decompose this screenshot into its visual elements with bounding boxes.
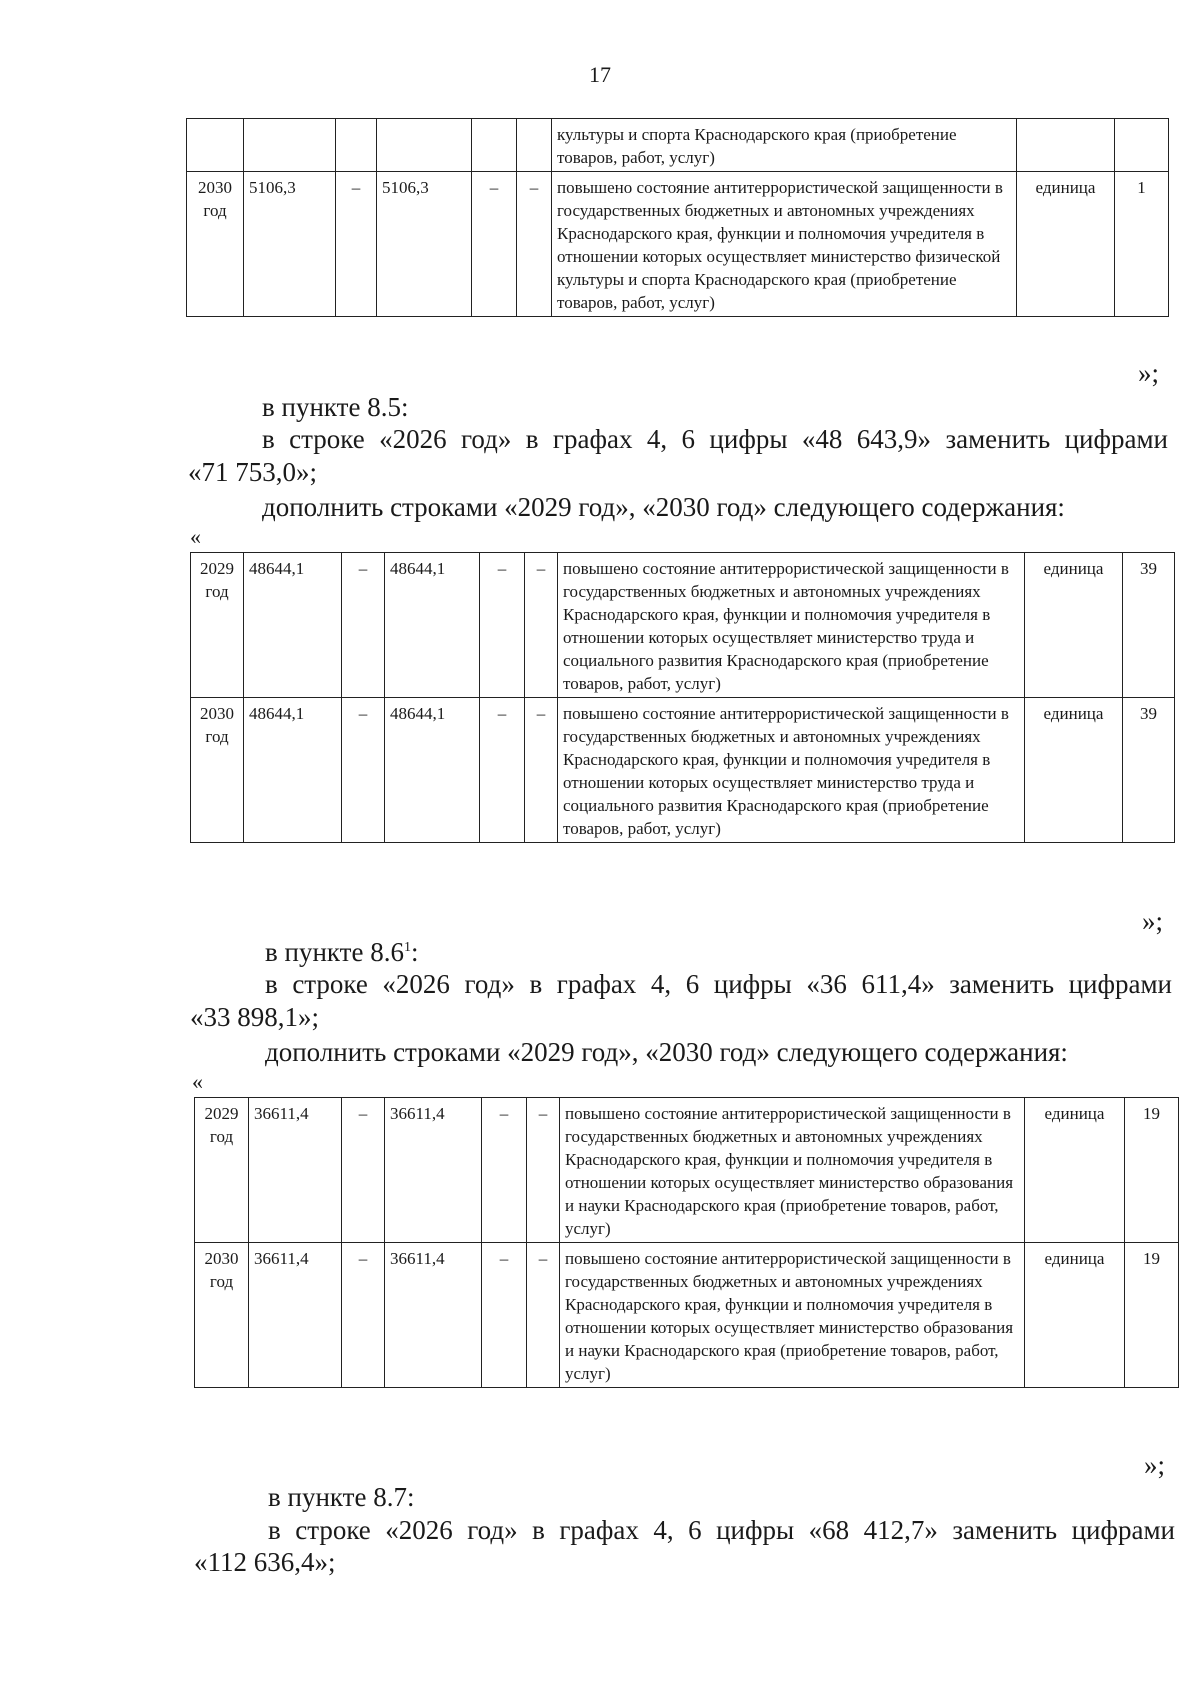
- value-cell: 39: [1123, 698, 1175, 843]
- amount-dash-cell: –: [342, 1098, 385, 1243]
- table-row: [187, 172, 1169, 317]
- year-cell: 2030 год: [191, 698, 244, 843]
- description-cell: повышено состояние антитеррористической защищенности в государственных бюджетных и автономных учреждениях Краснодарского края, функции и полномочия учредителя в отношении которых осуществляет министерство образования и науки Краснодарского края (приобретение товаров, работ, услуг): [560, 1098, 1025, 1243]
- heading-colon: :: [410, 937, 419, 967]
- value-cell: [1115, 119, 1169, 172]
- heading-superscript: 1: [403, 940, 411, 955]
- table-row: [191, 698, 1175, 843]
- amount-total-cell: 48644,1: [244, 698, 342, 843]
- year-cell: 2029 год: [191, 553, 244, 698]
- year-cell: 2030 год: [187, 172, 244, 317]
- amount-regional-cell: 5106,3: [377, 172, 472, 317]
- amount-dash-cell: –: [527, 1243, 560, 1388]
- amount-total-cell: 5106,3: [244, 172, 336, 317]
- section-8-6-1-line2: «33 898,1»;: [190, 1002, 320, 1032]
- table-body: [195, 1098, 1179, 1388]
- year-cell: 2029 год: [195, 1098, 249, 1243]
- value-cell: 39: [1123, 553, 1175, 698]
- unit-cell: единица: [1025, 553, 1123, 698]
- unit-cell: единица: [1017, 172, 1115, 317]
- close-quote: »;: [1144, 1450, 1166, 1480]
- section-8-5-heading: в пункте 8.5:: [262, 392, 409, 422]
- amount-dash-cell: –: [482, 1098, 527, 1243]
- close-quote: »;: [1138, 358, 1160, 388]
- amount-dash-cell: –: [342, 553, 385, 698]
- open-quote: «: [190, 524, 201, 549]
- section-8-6-1-line1: в строке «2026 год» в графах 4, 6 цифры «36 611,4» заменить цифрами: [265, 969, 1172, 999]
- amount-dash-cell: –: [342, 1243, 385, 1388]
- amount-regional-cell: 36611,4: [385, 1243, 482, 1388]
- open-quote: «: [192, 1069, 203, 1094]
- amount-regional-cell: 36611,4: [385, 1098, 482, 1243]
- section-8-6-1-line3: дополнить строками «2029 год», «2030 год» следующего содержания:: [265, 1037, 1068, 1067]
- section-8-5-line1: в строке «2026 год» в графах 4, 6 цифры «48 643,9» заменить цифрами: [262, 424, 1168, 454]
- description-cell: повышено состояние антитеррористической защищенности в государственных бюджетных и автономных учреждениях Краснодарского края, функции и полномочия учредителя в отношении которых осуществляет министерство труда и социального развития Краснодарского края (приобретение товаров, работ, услуг): [558, 553, 1025, 698]
- unit-cell: единица: [1025, 698, 1123, 843]
- description-cell: повышено состояние антитеррористической защищенности в государственных бюджетных и автономных учреждениях Краснодарского края, функции и полномочия учредителя в отношении которых осуществляет министерство образования и науки Краснодарского края (приобретение товаров, работ, услуг): [560, 1243, 1025, 1388]
- value-cell: 1: [1115, 172, 1169, 317]
- unit-cell: единица: [1025, 1243, 1125, 1388]
- amount-dash-cell: –: [525, 698, 558, 843]
- heading-text: в пункте 8.6: [265, 937, 404, 967]
- description-cell: культуры и спорта Краснодарского края (приобретение товаров, работ, услуг): [552, 119, 1017, 172]
- amount-dash-cell: –: [472, 172, 517, 317]
- section-8-7-heading: в пункте 8.7:: [268, 1482, 415, 1512]
- section-8-7-line1: в строке «2026 год» в графах 4, 6 цифры «68 412,7» заменить цифрами: [268, 1515, 1175, 1545]
- page-number: 17: [589, 62, 611, 87]
- amount-dash-cell: –: [480, 553, 525, 698]
- unit-cell: единица: [1025, 1098, 1125, 1243]
- value-cell: 19: [1125, 1098, 1179, 1243]
- table-row: [187, 119, 1169, 172]
- section-8-5-line3: дополнить строками «2029 год», «2030 год» следующего содержания:: [262, 492, 1065, 522]
- table-body: [191, 553, 1175, 843]
- amount-dash-cell: –: [336, 172, 377, 317]
- amount-dash-cell: –: [342, 698, 385, 843]
- amount-total-cell: [244, 119, 336, 172]
- table-row: [195, 1243, 1179, 1388]
- amount-regional-cell: [377, 119, 472, 172]
- close-quote: »;: [1142, 906, 1164, 936]
- table-body: [187, 119, 1169, 317]
- amount-dash-cell: –: [527, 1098, 560, 1243]
- unit-cell: [1017, 119, 1115, 172]
- amount-regional-cell: 48644,1: [385, 553, 480, 698]
- amount-regional-cell: 48644,1: [385, 698, 480, 843]
- table-row: [191, 553, 1175, 698]
- amount-dash-cell: [517, 119, 552, 172]
- description-cell: повышено состояние антитеррористической защищенности в государственных бюджетных и автономных учреждениях Краснодарского края, функции и полномочия учредителя в отношении которых осуществляет министерство физической культуры и спорта Краснодарского края (приобретение товаров, работ, услуг): [552, 172, 1017, 317]
- year-cell: [187, 119, 244, 172]
- section-8-6-1-heading: [265, 936, 418, 969]
- table-8-5: [190, 552, 1175, 843]
- amount-dash-cell: –: [517, 172, 552, 317]
- table-continuation: [186, 118, 1169, 317]
- table-8-6-1: [194, 1097, 1179, 1388]
- section-8-5-line2: «71 753,0»;: [188, 457, 318, 487]
- section-8-7-line2: «112 636,4»;: [194, 1547, 336, 1577]
- table-row: [195, 1098, 1179, 1243]
- amount-total-cell: 36611,4: [249, 1243, 342, 1388]
- amount-total-cell: 48644,1: [244, 553, 342, 698]
- amount-dash-cell: –: [480, 698, 525, 843]
- amount-dash-cell: –: [482, 1243, 527, 1388]
- amount-dash-cell: [472, 119, 517, 172]
- amount-dash-cell: [336, 119, 377, 172]
- amount-dash-cell: –: [525, 553, 558, 698]
- description-cell: повышено состояние антитеррористической защищенности в государственных бюджетных и автономных учреждениях Краснодарского края, функции и полномочия учредителя в отношении которых осуществляет министерство труда и социального развития Краснодарского края (приобретение товаров, работ, услуг): [558, 698, 1025, 843]
- year-cell: 2030 год: [195, 1243, 249, 1388]
- amount-total-cell: 36611,4: [249, 1098, 342, 1243]
- value-cell: 19: [1125, 1243, 1179, 1388]
